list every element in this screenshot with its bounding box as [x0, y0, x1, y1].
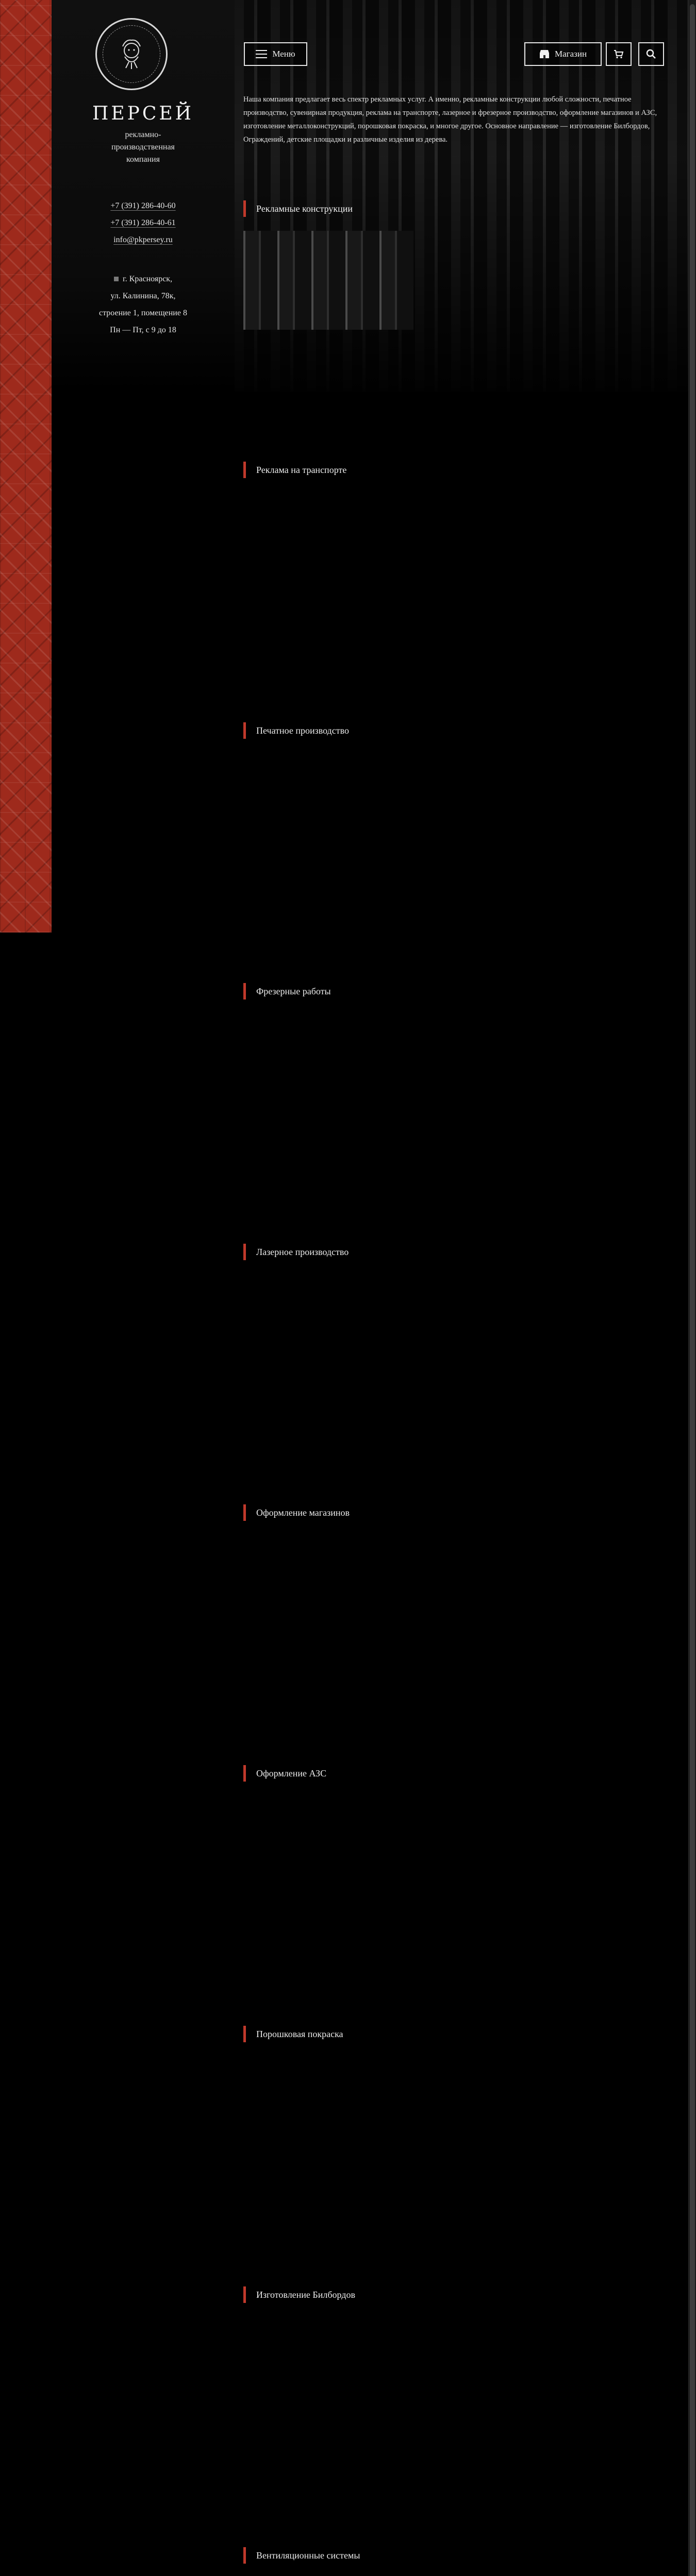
- section-title-text: Порошковая покраска: [256, 2028, 343, 2039]
- search-button[interactable]: [638, 42, 664, 66]
- address-street: ул. Калинина, 78к,: [110, 292, 176, 300]
- email-link[interactable]: info@pkpersey.ru: [113, 235, 173, 244]
- section-accent-bar: [243, 722, 246, 739]
- intro-text: Наша компания предлагает весь спектр рекламных услуг. А именно, рекламные конструкции любой сложности, печатное производство, сувенирная продукция, реклама на транспорте, лазерное и фрезерное производство, оформление магазинов и АЗС, изготовление металлоконструкций, порошковая покраска, и многое другое. Основное направление — изготовление Билбордов, Ограждений, детские площадки и различные изделия из дерева.: [243, 95, 657, 144]
- section-title-text: Изготовление Билбордов: [256, 2289, 355, 2300]
- section-billboards[interactable]: [243, 2286, 355, 2303]
- hamburger-icon: [256, 50, 267, 58]
- section-title-text: Оформление АЗС: [256, 1768, 327, 1778]
- contacts-block: [52, 197, 235, 248]
- shop-icon: [539, 49, 550, 59]
- perseus-head-icon: [113, 36, 150, 72]
- menu-button[interactable]: [244, 42, 307, 66]
- phone-link-1[interactable]: +7 (391) 286-40-60: [110, 201, 176, 210]
- section-accent-bar: [243, 2547, 246, 2564]
- section-shop-design[interactable]: [243, 1504, 350, 1521]
- section-title-text: Оформление магазинов: [256, 1507, 350, 1518]
- brand-subtitle-line: рекламно-: [125, 130, 161, 139]
- address-city: г. Красноярск,: [122, 275, 173, 283]
- section-accent-bar: [243, 983, 246, 999]
- section-title-text: Рекламные конструкции: [256, 203, 353, 214]
- scrollbar-thumb[interactable]: [690, 4, 695, 2576]
- section-ventilation[interactable]: [243, 2547, 360, 2564]
- section-title-text: Лазерное производство: [256, 1246, 349, 1257]
- brand-name[interactable]: ПЕРСЕЙ: [92, 103, 194, 124]
- section-accent-bar: [243, 1765, 246, 1782]
- section-milling[interactable]: [243, 983, 331, 999]
- section-title-text: Вентиляционные системы: [256, 2550, 360, 2561]
- logo-emblem-inner: [103, 25, 160, 83]
- logo-emblem[interactable]: [95, 18, 168, 90]
- section-accent-bar: [243, 1244, 246, 1260]
- shop-button[interactable]: [524, 42, 602, 66]
- section-title-text: Фрезерные работы: [256, 986, 331, 996]
- cart-icon: [614, 49, 624, 59]
- search-icon: [646, 49, 656, 59]
- section-laser[interactable]: [243, 1244, 349, 1260]
- phone-link-2[interactable]: +7 (391) 286-40-61: [110, 218, 176, 227]
- section-accent-bar: [243, 1504, 246, 1521]
- section-accent-bar: [243, 2286, 246, 2303]
- metal-profiles-image[interactable]: [243, 231, 413, 330]
- section-title-text: Реклама на транспорте: [256, 464, 347, 475]
- menu-button-label: Меню: [272, 49, 295, 59]
- scrollbar[interactable]: [688, 0, 696, 2576]
- location-marker-icon: [114, 277, 119, 281]
- cart-button[interactable]: [606, 42, 632, 66]
- address-building: строение 1, помещение 8: [99, 309, 187, 317]
- section-printing[interactable]: [243, 722, 349, 739]
- section-accent-bar: [243, 462, 246, 478]
- section-title-text: Печатное производство: [256, 725, 349, 736]
- section-advertising-structures[interactable]: [243, 200, 353, 217]
- section-gas-station[interactable]: [243, 1765, 326, 1782]
- section-accent-bar: [243, 200, 246, 217]
- section-powder-coating[interactable]: [243, 2026, 343, 2042]
- section-transport-ads[interactable]: [243, 462, 346, 478]
- decorative-ornament-strip: [0, 0, 52, 933]
- brand-subtitle-line: производственная: [111, 143, 175, 151]
- working-hours: Пн — Пт, с 9 до 18: [110, 326, 176, 334]
- section-accent-bar: [243, 2026, 246, 2042]
- address-block: [52, 270, 235, 338]
- brand-subtitle: [52, 129, 235, 166]
- shop-button-label: Магазин: [554, 49, 587, 59]
- brand-subtitle-line: компания: [126, 155, 160, 164]
